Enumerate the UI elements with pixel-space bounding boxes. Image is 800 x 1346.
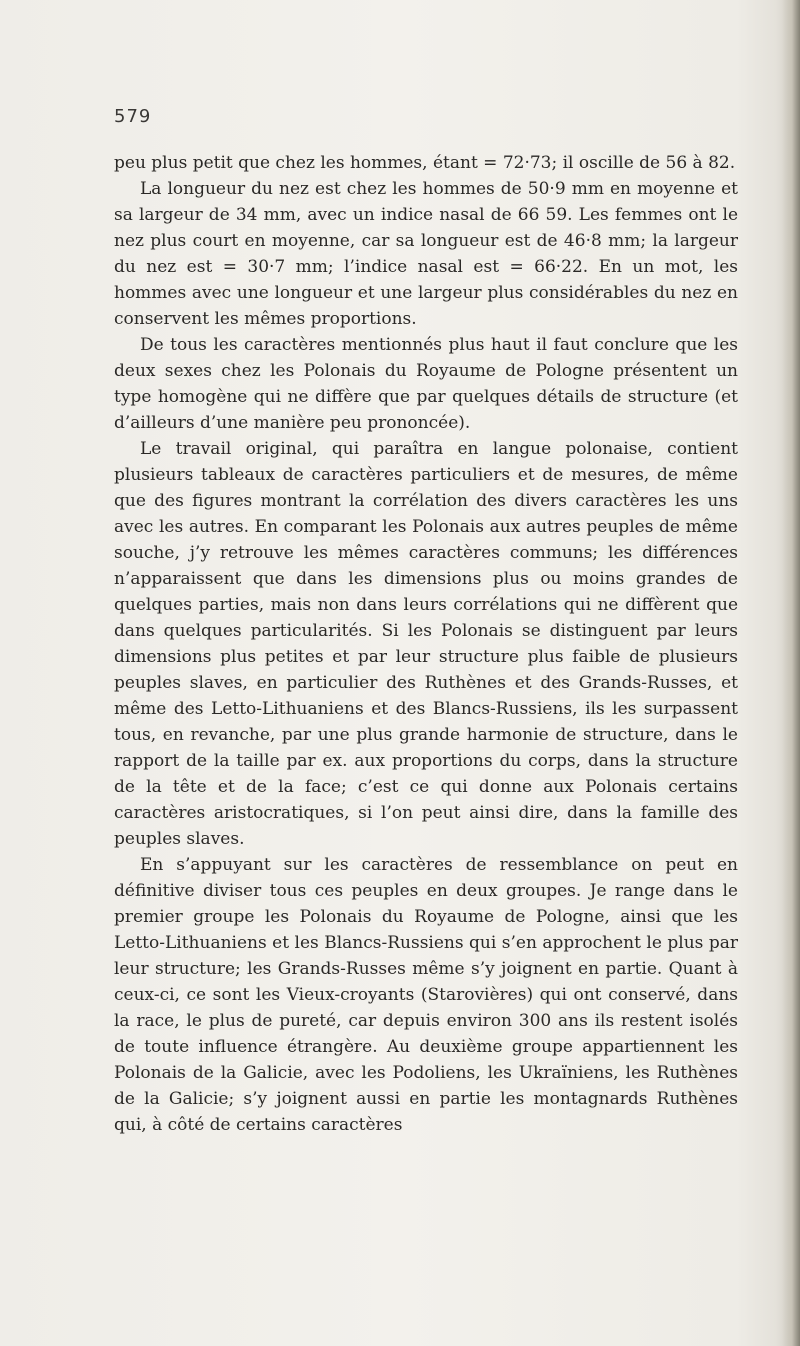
body-text [114, 150, 738, 1138]
page-edge-shadow [782, 0, 800, 1346]
paragraph-original-work: Le travail original, qui paraîtra en langue polonaise, contient plusieurs tableaux de caractères particuliers et de mesures, de même que des figures montrant la corrélation des divers caractères les uns avec les autres. En comparant les Polonais aux autres peuples de même souche, j’y retrouve les mêmes caractères communs; les différences n’apparaissent que dans les dimensions plus ou moins grandes de quelques parties, mais non dans leurs corrélations qui ne diffèrent que dans quelques particularités. Si les Polonais se distinguent par leurs dimensions plus petites et par leur structure plus faible de plusieurs peuples slaves, en particulier des Ruthènes et des Grands-Russes, et même des Letto-Lithuaniens et des Blancs-Russiens, ils les surpassent tous, en revanche, par une plus grande harmonie de structure, dans le rapport de la taille par ex. aux proportions du corps, dans la structure de la tête et de la face; c’est ce qui donne aux Polonais certains caractères aristocratiques, si l’on peut ainsi dire, dans la famille des peuples slaves. [114, 439, 738, 849]
paragraph-homogeneous-type: De tous les caractères mentionnés plus haut il faut conclure que les deux sexes chez les Polonais du Royaume de Pologne présentent un type homogène qui ne diffère que par quelques détails de structure (et d’ailleurs d’une manière peu prononcée). [114, 335, 738, 433]
paragraph-nose-measurements: La longueur du nez est chez les hommes de 50·9 mm en moyenne et sa largeur de 34 mm, avec un indice nasal de 66 59. Les femmes ont le nez plus court en moyenne, car sa longueur est de 46·8 mm; la largeur du nez est = 30·7 mm; l’indice nasal est = 66·22. En un mot, les hommes avec une longueur et une largeur plus considérables du nez en conservent les mêmes proportions. [114, 179, 738, 329]
paragraph-two-groups: En s’appuyant sur les caractères de ressemblance on peut en définitive diviser tous ces peuples en deux groupes. Je range dans le premier groupe les Polonais du Royaume de Pologne, ainsi que les Letto-Lithuaniens et les Blancs-Russiens qui s’en approchent le plus par leur structure; les Grands-Russes même s’y joignent en partie. Quant à ceux-ci, ce sont les Vieux-croyants (Starovières) qui ont conservé, dans la race, le plus de pureté, car depuis environ 300 ans ils restent isolés de toute influence étrangère. Au deuxième groupe appartiennent les Polonais de la Galicie, avec les Podoliens, les Ukraïniens, les Ruthènes de la Galicie; s’y joignent aussi en partie les montagnards Ruthènes qui, à côté de certains caractères [114, 855, 738, 1135]
paragraph-continued: peu plus petit que chez les hommes, étant = 72·73; il oscille de 56 à 82. [114, 153, 736, 173]
page-number: 579 [114, 106, 152, 127]
